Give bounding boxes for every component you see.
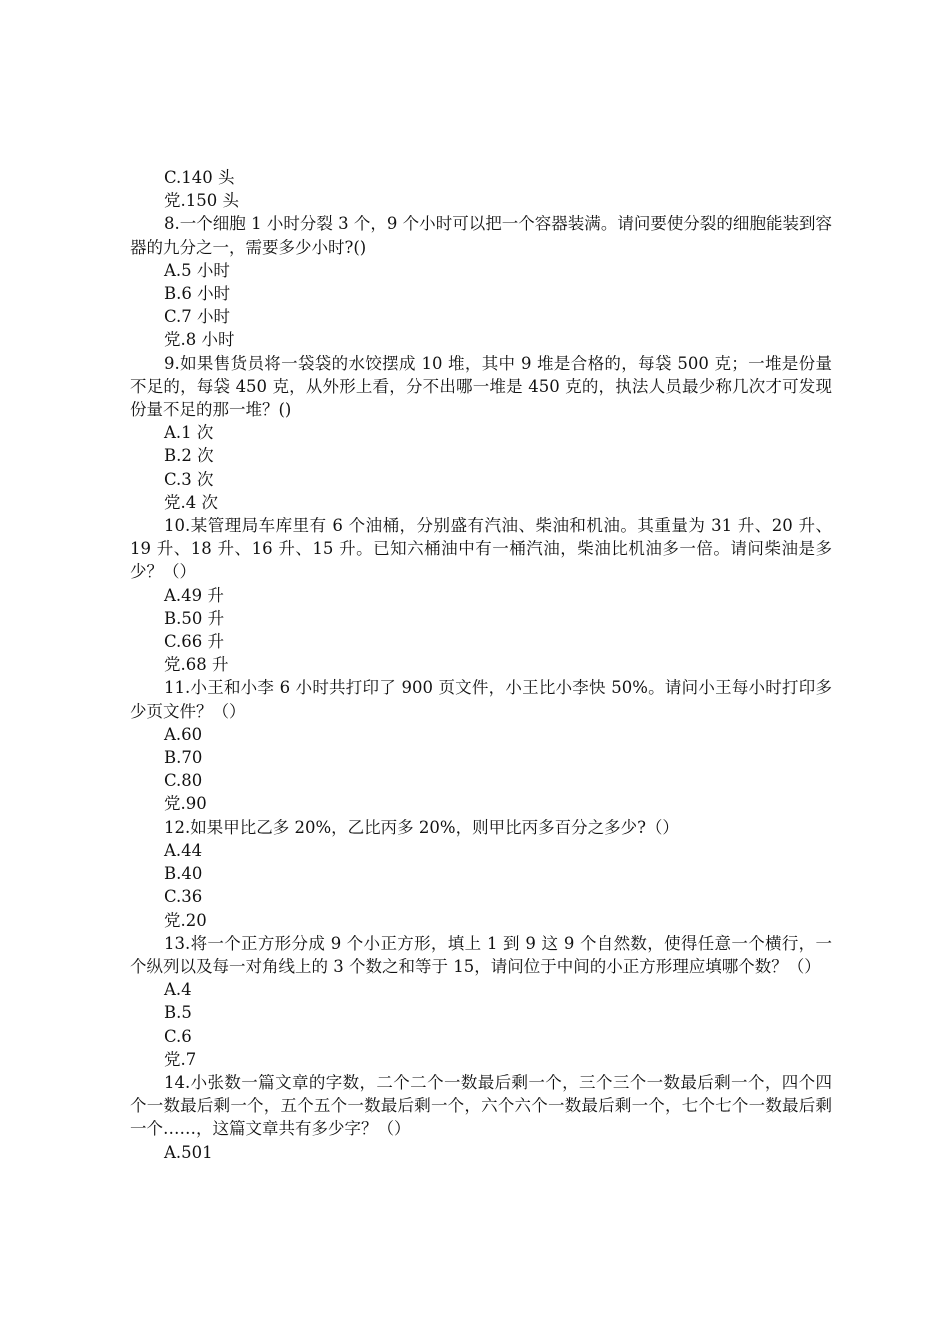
option-line: C.6 — [164, 1026, 192, 1046]
option-line: 党.90 — [164, 794, 207, 814]
option-line: C.140 头 — [164, 168, 235, 187]
option-line: B.5 — [164, 1003, 192, 1023]
option-line: 党.4 次 — [164, 492, 218, 512]
option-line: B.40 — [164, 864, 203, 884]
option-line: 党.68 升 — [164, 655, 229, 675]
option-line: A.501 — [164, 1142, 213, 1162]
option-line: B.2 次 — [164, 446, 214, 466]
option-line: A.49 升 — [164, 585, 224, 605]
option-line: A.4 — [164, 980, 192, 1000]
option-line: C.66 升 — [164, 632, 225, 652]
question-13: 13.将一个正方形分成 9 个小正方形，填上 1 到 9 这 9 个自然数，使得任意一个横行，一个纵列以及每一对角线上的 3 个数之和等于 15，请问位于中间的小正方形理应填哪个数？（） — [130, 933, 832, 976]
document-body — [130, 166, 832, 1164]
option-line: A.5 小时 — [164, 260, 230, 280]
option-line: 党.7 — [164, 1049, 197, 1069]
option-line: B.6 小时 — [164, 284, 231, 304]
option-line: C.36 — [164, 887, 203, 907]
option-line: C.80 — [164, 771, 203, 791]
option-line: 党.20 — [164, 910, 207, 930]
option-line: 党.150 头 — [164, 191, 239, 211]
option-line: B.50 升 — [164, 608, 225, 628]
option-line: A.1 次 — [164, 423, 214, 443]
option-line: A.44 — [164, 840, 203, 860]
option-line: 党.8 小时 — [164, 330, 235, 350]
option-line: C.7 小时 — [164, 307, 231, 327]
question-8: 8.一个细胞 1 小时分裂 3 个，9 个小时可以把一个容器装满。请问要使分裂的细胞能装到容器的九分之一，需要多少小时?() — [130, 214, 832, 257]
option-line: A.60 — [164, 724, 203, 744]
question-12: 12.如果甲比乙多 20%，乙比丙多 20%，则甲比丙多百分之多少?（） — [164, 817, 679, 837]
question-11: 11.小王和小李 6 小时共打印了 900 页文件，小王比小李快 50%。请问小王每小时打印多少页文件？（） — [130, 678, 832, 721]
question-9: 9.如果售货员将一袋袋的水饺摆成 10 堆，其中 9 堆是合格的，每袋 500 克；一堆是份量不足的，每袋 450 克，从外形上看，分不出哪一堆是 450 克的，执法人员最少称几次才可发现份量不足的那一堆？() — [130, 353, 832, 420]
option-line: C.3 次 — [164, 469, 214, 489]
question-10: 10.某管理局车库里有 6 个油桶，分别盛有汽油、柴油和机油。其重量为 31 升、20 升、19 升、18 升、16 升、15 升。已知六桶油中有一桶汽油，柴油比机油多一倍。请问柴油是多少？（） — [130, 516, 832, 582]
option-line: B.70 — [164, 748, 203, 768]
question-14: 14.小张数一篇文章的字数，二个二个一数最后剩一个，三个三个一数最后剩一个，四个四个一数最后剩一个，五个五个一数最后剩一个，六个六个一数最后剩一个，七个七个一数最后剩一个……，这篇文章共有多少字？（） — [130, 1072, 832, 1139]
